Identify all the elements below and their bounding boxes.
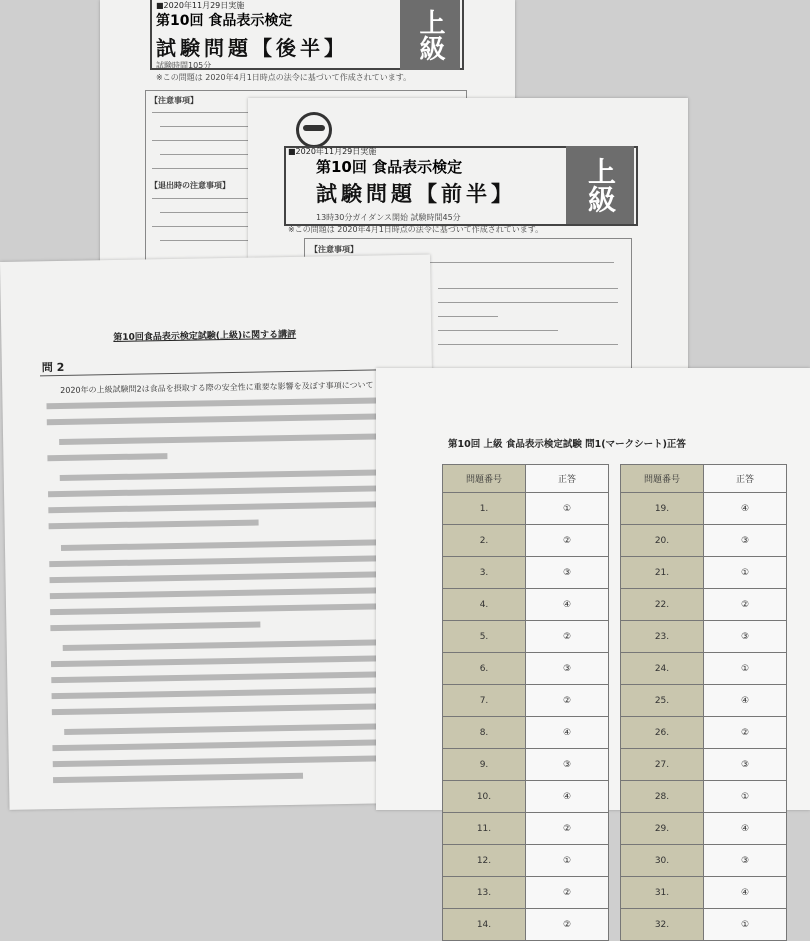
table-row — [443, 589, 609, 621]
answer-value: ② — [526, 909, 609, 941]
table-row — [443, 621, 609, 653]
answer-value: ② — [526, 877, 609, 909]
answer-value: ③ — [526, 749, 609, 781]
answer-value: ③ — [526, 653, 609, 685]
front-exam-name: 第10回 食品表示検定 — [316, 158, 463, 176]
question-number: 13. — [443, 877, 526, 909]
answer-value: ④ — [526, 589, 609, 621]
table-row — [443, 909, 609, 941]
question-number: 31. — [621, 877, 704, 909]
answer-value: ② — [526, 621, 609, 653]
table-row — [621, 589, 787, 621]
answer-value: ④ — [526, 781, 609, 813]
answer-value: ④ — [704, 877, 787, 909]
question-number: 6. — [443, 653, 526, 685]
answer-table-left — [442, 464, 609, 941]
question-number: 11. — [443, 813, 526, 845]
question-number: 4. — [443, 589, 526, 621]
table-row — [621, 749, 787, 781]
answer-value: ① — [704, 781, 787, 813]
question-rule — [40, 369, 380, 376]
question-number: 10. — [443, 781, 526, 813]
question-number: 25. — [621, 685, 704, 717]
table-row — [621, 621, 787, 653]
question-label: 問 2 — [41, 360, 65, 375]
back-note: ※この問題は 2020年4月1日時点の法令に基づいて作成されています。 — [156, 73, 412, 82]
table-row — [621, 717, 787, 749]
answer-value: ② — [704, 717, 787, 749]
table-row — [443, 685, 609, 717]
table-row — [443, 717, 609, 749]
back-title: 試験問題【後半】 — [156, 36, 348, 60]
col-number-header: 問題番号 — [621, 465, 704, 493]
table-row — [443, 749, 609, 781]
question-number: 9. — [443, 749, 526, 781]
back-notice-heading: 【注意事項】 — [150, 96, 198, 105]
back-grade-box: 上級 — [400, 0, 460, 70]
question-number: 32. — [621, 909, 704, 941]
question-number: 24. — [621, 653, 704, 685]
question-number: 23. — [621, 621, 704, 653]
answer-sheet — [376, 368, 810, 930]
question-number: 19. — [621, 493, 704, 525]
question-number: 2. — [443, 525, 526, 557]
question-number: 22. — [621, 589, 704, 621]
text-line — [438, 330, 558, 331]
back-exit-heading: 【退出時の注意事項】 — [150, 181, 230, 190]
answer-table-right — [620, 464, 787, 941]
table-row — [443, 845, 609, 877]
question-number: 14. — [443, 909, 526, 941]
question-number: 29. — [621, 813, 704, 845]
front-time: 13時30分ガイダンス開始 試験時間45分 — [316, 213, 461, 222]
col-answer-header: 正答 — [526, 465, 609, 493]
col-number-header: 問題番号 — [443, 465, 526, 493]
question-number: 20. — [621, 525, 704, 557]
commentary-title: 第10回食品表示検定試験(上級)に関する講評 — [113, 329, 297, 344]
commentary-sheet — [0, 254, 439, 809]
question-number: 21. — [621, 557, 704, 589]
answer-value: ③ — [704, 749, 787, 781]
table-row — [621, 877, 787, 909]
answer-value: ② — [526, 525, 609, 557]
text-line — [438, 302, 618, 303]
answer-value: ③ — [704, 845, 787, 877]
table-row — [621, 845, 787, 877]
answer-value: ③ — [526, 557, 609, 589]
question-number: 12. — [443, 845, 526, 877]
answer-value: ③ — [704, 525, 787, 557]
answer-value: ④ — [526, 717, 609, 749]
table-row — [443, 781, 609, 813]
front-title: 試験問題【前半】 — [316, 182, 516, 206]
answer-value: ② — [704, 589, 787, 621]
logo-mark — [296, 112, 332, 148]
question-number: 27. — [621, 749, 704, 781]
front-note: ※この問題は 2020年4月1日時点の法令に基づいて作成されています。 — [288, 225, 544, 234]
text-line — [438, 288, 618, 289]
table-row — [621, 557, 787, 589]
table-row — [443, 877, 609, 909]
text-line — [438, 316, 498, 317]
table-row — [443, 557, 609, 589]
answer-value: ① — [704, 557, 787, 589]
text-line — [438, 344, 618, 345]
commentary-first-line: 2020年の上級試験問2は食品を摂取する際の安全性に重要な影響を及ぼす事項について — [60, 380, 374, 395]
back-date: ■2020年11月29日実施 — [156, 1, 245, 10]
answer-value: ② — [526, 813, 609, 845]
table-row — [621, 493, 787, 525]
answer-value: ④ — [704, 685, 787, 717]
table-row — [621, 525, 787, 557]
answer-sheet-title: 第10回 上級 食品表示検定試験 問1(マークシート)正答 — [448, 439, 686, 450]
question-number: 5. — [443, 621, 526, 653]
answer-value: ③ — [704, 621, 787, 653]
question-number: 26. — [621, 717, 704, 749]
question-number: 7. — [443, 685, 526, 717]
answer-value: ① — [526, 845, 609, 877]
table-row — [621, 781, 787, 813]
table-row — [621, 909, 787, 941]
back-duration: 試験時間105分 — [156, 61, 212, 70]
front-date: ■2020年11月29日実施 — [288, 147, 377, 156]
back-exam-name: 第10回 食品表示検定 — [156, 13, 293, 29]
front-notice-heading: 【注意事項】 — [310, 245, 358, 254]
question-number: 30. — [621, 845, 704, 877]
answer-value: ④ — [704, 813, 787, 845]
question-number: 1. — [443, 493, 526, 525]
question-number: 3. — [443, 557, 526, 589]
question-number: 28. — [621, 781, 704, 813]
table-row — [443, 525, 609, 557]
table-row — [621, 813, 787, 845]
table-row — [621, 653, 787, 685]
answer-value: ① — [704, 909, 787, 941]
answer-value: ④ — [704, 493, 787, 525]
answer-value: ② — [526, 685, 609, 717]
table-row — [443, 653, 609, 685]
front-grade-box: 上級 — [566, 146, 634, 224]
table-row — [621, 685, 787, 717]
answer-value: ① — [526, 493, 609, 525]
answer-value: ① — [704, 653, 787, 685]
question-number: 8. — [443, 717, 526, 749]
table-row — [443, 813, 609, 845]
col-answer-header: 正答 — [704, 465, 787, 493]
table-row — [443, 493, 609, 525]
